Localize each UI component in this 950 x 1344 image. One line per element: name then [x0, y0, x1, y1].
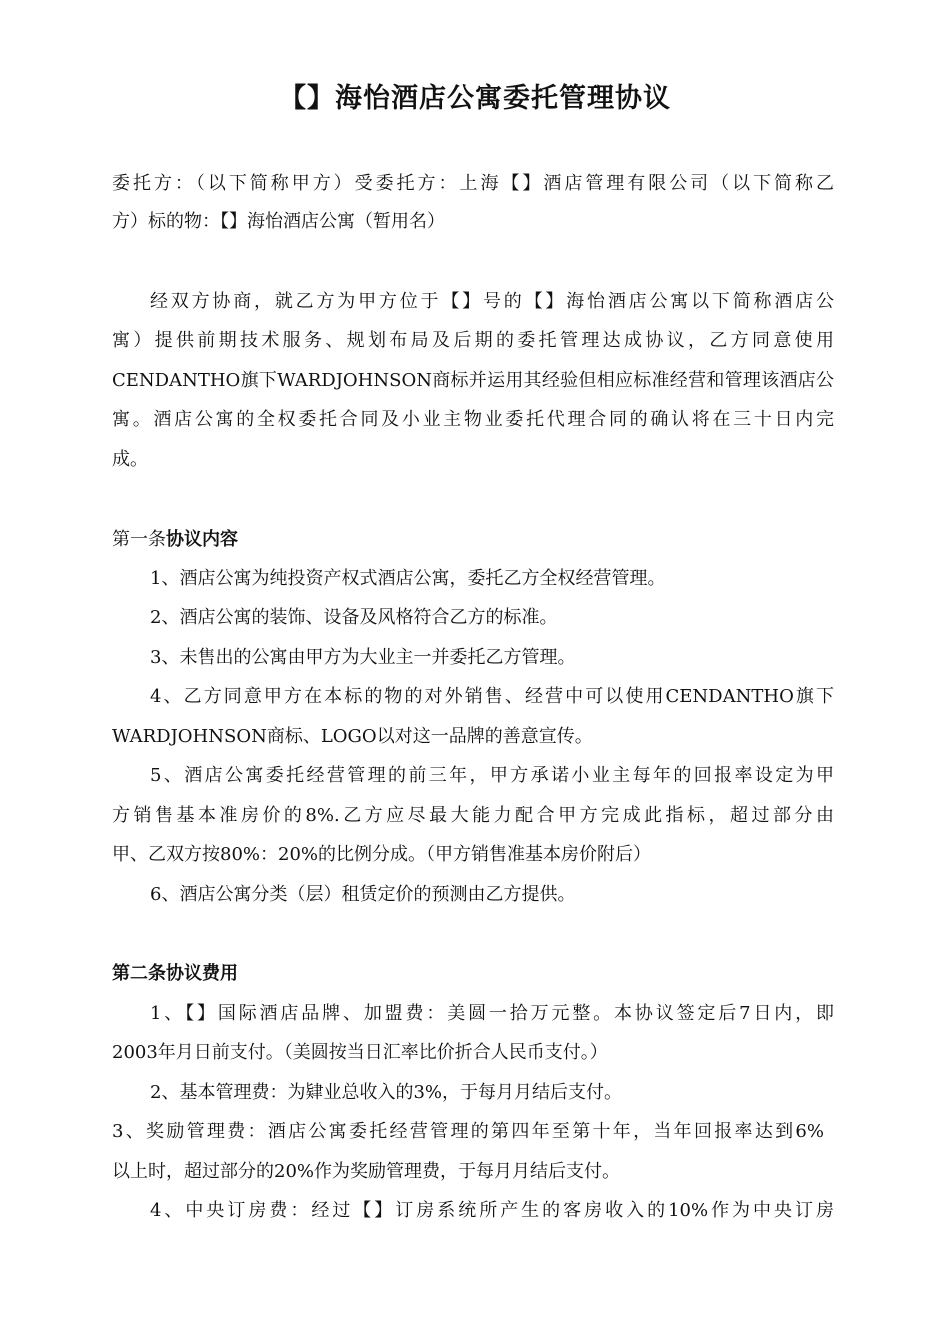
parties-line: 委托方：（以下简称甲方）受委托方：上海【】酒店管理有限公司（以下简称乙 — [112, 173, 834, 194]
article-1-item: 甲、乙双方按80%：20%的比例分成。（甲方销售准基本房价附后） — [112, 844, 652, 865]
article-1-item: 6、酒店公寓分类（层）租赁定价的预测由乙方提供。 — [150, 884, 576, 905]
article-1-item: 3、未售出的公寓由甲方为大业主一并委托乙方管理。 — [150, 647, 576, 668]
document-title: 【】海怡酒店公寓委托管理协议 — [279, 83, 671, 114]
article-2-item: 2003年月日前支付。（美圆按当日汇率比价折合人民币支付。） — [112, 1042, 608, 1063]
article-1-item: WARDJOHNSON商标、LOGO以对这一品牌的善意宣传。 — [112, 726, 593, 747]
article-2-item: 4、中央订房费：经过【】订房系统所产生的客房收入的10%作为中央订房 — [150, 1200, 834, 1221]
article-1-item: 2、酒店公寓的装饰、设备及风格符合乙方的标准。 — [150, 607, 558, 628]
article-1-prefix: 第一条 — [112, 529, 166, 550]
article-1-item: 方销售基本准房价的8%.乙方应尽最大能力配合甲方完成此指标，超过部分由 — [112, 805, 834, 826]
intro-paragraph-line: 寓）提供前期技术服务、规划布局及后期的委托管理达成协议，乙方同意使用 — [112, 330, 834, 351]
article-1-item: 1、酒店公寓为纯投资产权式酒店公寓，委托乙方全权经营管理。 — [150, 568, 666, 589]
article-2-item: 3、奖励管理费：酒店公寓委托经营管理的第四年至第十年，当年回报率达到6% — [112, 1121, 824, 1142]
intro-paragraph-line: 成。 — [112, 449, 148, 470]
article-1-item: 5、酒店公寓委托经营管理的前三年，甲方承诺小业主每年的回报率设定为甲 — [150, 765, 834, 786]
article-1-item: 4、乙方同意甲方在本标的物的对外销售、经营中可以使用CENDANTHO旗下 — [150, 686, 834, 707]
article-2-item: 2、基本管理费：为肄业总收入的3%，于每月月结后支付。 — [150, 1082, 623, 1103]
article-2-heading: 第二条协议费用 — [112, 963, 238, 984]
intro-paragraph-line: 寓。酒店公寓的全权委托合同及小业主物业委托代理合同的确认将在三十日内完 — [112, 409, 834, 430]
intro-paragraph-line: 经双方协商，就乙方为甲方位于【】号的【】海怡酒店公寓以下简称酒店公 — [150, 291, 834, 312]
parties-line: 方）标的物：【】海怡酒店公寓（暂用名） — [112, 211, 445, 232]
article-1-heading — [112, 529, 238, 551]
intro-paragraph-line: CENDANTHO旗下WARDJOHNSON商标并运用其经验但相应标准经营和管理该酒店公 — [112, 370, 834, 391]
article-1-title: 协议内容 — [166, 529, 238, 550]
article-2-item: 1、【】国际酒店品牌、加盟费：美圆一拾万元整。本协议签定后7日内，即 — [150, 1003, 834, 1024]
article-2-item: 以上时，超过部分的20%作为奖励管理费，于每月月结后支付。 — [112, 1161, 621, 1182]
